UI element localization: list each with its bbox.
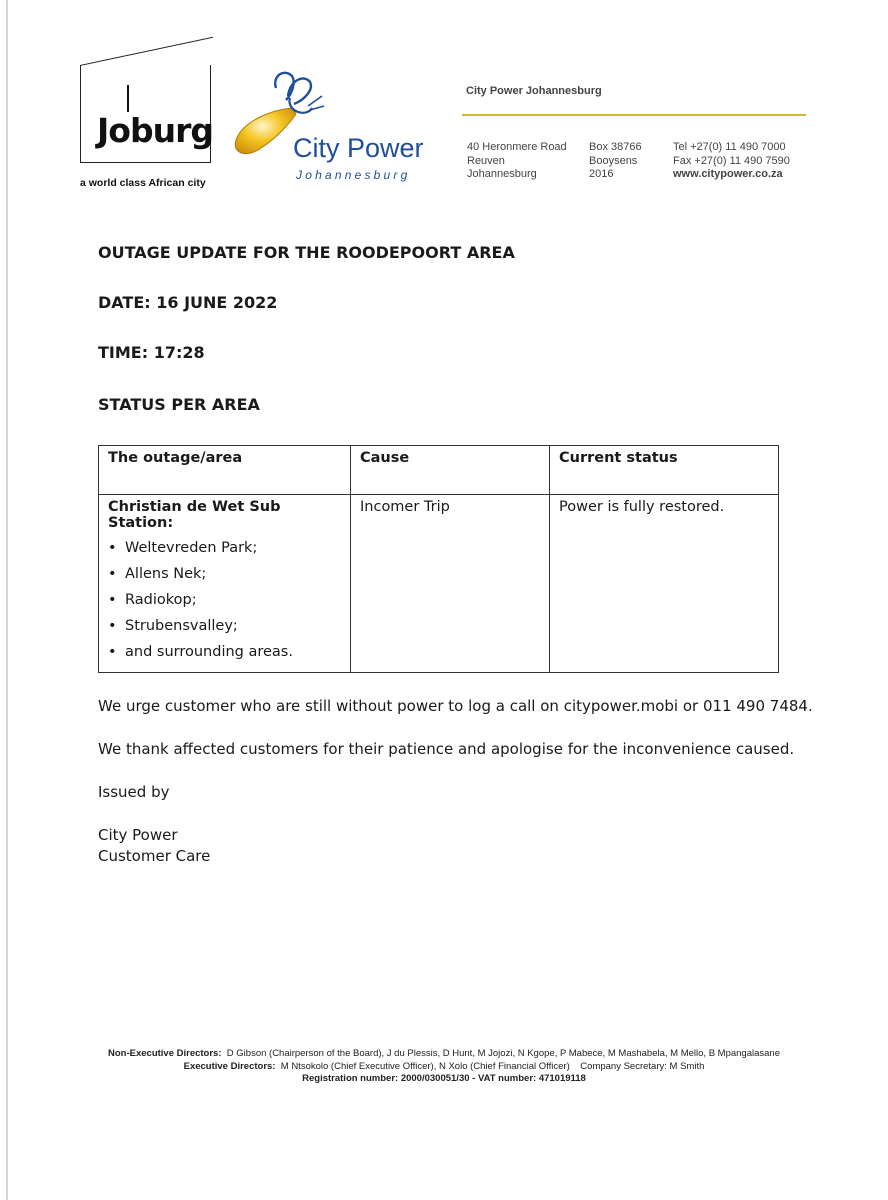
column-header-area: The outage/area [99, 446, 351, 495]
citypower-logo-text: City Power [293, 133, 424, 163]
list-item: • Allens Nek; [108, 561, 342, 587]
footer-line-nonexec [0, 1048, 888, 1061]
urge-paragraph: We urge customer who are still without power to log a call on citypower.mobi or 011 490 7484. [98, 697, 813, 715]
company-secretary: Company Secretary: M Smith [580, 1060, 705, 1072]
citypower-logo-subtitle: Johannesburg [296, 168, 411, 182]
document-date: DATE: 16 JUNE 2022 [98, 293, 278, 312]
tower-icon [127, 85, 129, 112]
table-row [99, 495, 779, 673]
company-name: City Power Johannesburg [466, 85, 602, 97]
document-title: OUTAGE UPDATE FOR THE ROODEPOORT AREA [98, 243, 515, 262]
document-time: TIME: 17:28 [98, 343, 205, 362]
issued-by-label: Issued by [98, 783, 170, 801]
list-item: • Weltevreden Park; [108, 535, 342, 561]
header-divider [462, 114, 806, 116]
street-address [467, 141, 567, 182]
outage-status-table [98, 445, 779, 673]
address-line: 40 Heronmere Road [467, 141, 567, 153]
tel-number: Tel +27(0) 11 490 7000 [673, 141, 786, 153]
table-header-row [99, 446, 779, 495]
affected-areas-list [108, 535, 342, 665]
website-link[interactable]: www.citypower.co.za [673, 168, 783, 180]
column-header-cause: Cause [351, 446, 550, 495]
postal-line: Booysens [589, 154, 638, 167]
page-edge [6, 0, 8, 1200]
list-item: • Strubensvalley; [108, 613, 342, 639]
status-cell: Power is fully restored. [550, 495, 779, 673]
contact-details [673, 141, 790, 182]
signoff-line-2: Customer Care [98, 847, 211, 865]
address-line: Johannesburg [467, 168, 537, 180]
substation-name: Christian de Wet Sub Station: [108, 499, 281, 531]
list-item: • Radiokop; [108, 587, 342, 613]
postal-line: Box 38766 [589, 141, 642, 153]
joburg-logo-text: Joburg [97, 111, 213, 150]
footer-line-exec [0, 1061, 888, 1074]
footer-line-registration [0, 1073, 888, 1086]
signoff [98, 825, 210, 867]
section-heading: STATUS PER AREA [98, 395, 260, 414]
exec-label: Executive Directors: [183, 1060, 276, 1072]
postal-line: 2016 [589, 168, 614, 180]
joburg-tagline: a world class African city [80, 177, 206, 189]
list-item: • and surrounding areas. [108, 639, 342, 665]
registration-details: Registration number: 2000/030051/30 - VAT number: 471019118 [302, 1073, 586, 1084]
postal-address [589, 141, 642, 182]
nonexec-names: D Gibson (Chairperson of the Board), J du Plessis, D Hunt, M Jojozi, N Kgope, P Mabece, M Mashabela, M Mello, B Mpangalasane [226, 1048, 780, 1059]
column-header-status: Current status [550, 446, 779, 495]
cause-cell: Incomer Trip [351, 495, 550, 673]
signoff-line-1: City Power [98, 826, 178, 844]
area-cell [99, 495, 351, 673]
exec-names: M Ntsokolo (Chief Executive Officer), N Xolo (Chief Financial Officer) [280, 1060, 570, 1072]
address-line: Reuven [467, 154, 505, 167]
footer-directors [0, 1048, 888, 1086]
fax-number: Fax +27(0) 11 490 7590 [673, 154, 790, 167]
thanks-paragraph: We thank affected customers for their patience and apologise for the inconvenience caused. [98, 740, 795, 758]
nonexec-label: Non-Executive Directors: [108, 1048, 222, 1059]
